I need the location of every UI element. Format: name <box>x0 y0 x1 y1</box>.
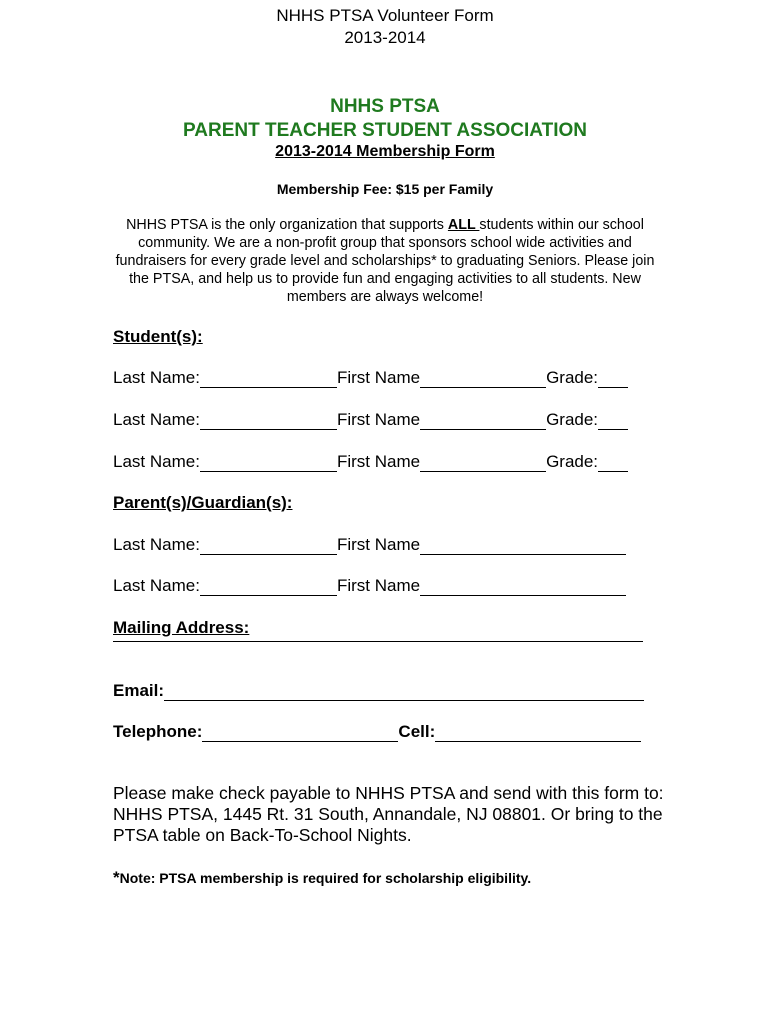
parents-label: Parent(s)/Guardian(s): <box>113 493 293 512</box>
last-name-label: Last Name: <box>113 368 200 387</box>
student-grade-field[interactable] <box>598 372 628 388</box>
org-full-name: PARENT TEACHER STUDENT ASSOCIATION <box>183 120 587 141</box>
scholarship-note <box>113 868 531 888</box>
mailing-address-label: Mailing Address: <box>113 618 250 637</box>
student-grade-field[interactable] <box>598 414 628 430</box>
student-grade-field[interactable] <box>598 456 628 472</box>
parent-row <box>113 535 626 555</box>
email-row <box>113 681 644 701</box>
intro-emphasis: ALL <box>447 217 480 233</box>
intro-text-before: NHHS PTSA is the only organization that supports <box>126 217 448 233</box>
first-name-label: First Name <box>336 535 421 554</box>
payment-instructions: Please make check payable to NHHS PTSA and send with this form to: NHHS PTSA, 1445 Rt. 31 South, Annandale, NJ 08801. Or bring to the PTSA table on Back-To-School Nights. <box>113 783 664 845</box>
intro-paragraph <box>110 216 660 306</box>
form-header-title: NHHS PTSA Volunteer Form <box>276 6 494 25</box>
parent-first-name-field[interactable] <box>420 580 626 596</box>
first-name-label: First Name <box>336 410 421 429</box>
membership-fee: Membership Fee: $15 per Family <box>276 181 494 197</box>
student-first-name-field[interactable] <box>420 372 546 388</box>
form-title: 2013-2014 Membership Form <box>275 143 495 160</box>
last-name-label: Last Name: <box>113 576 200 595</box>
last-name-label: Last Name: <box>113 410 200 429</box>
first-name-label: First Name <box>336 576 421 595</box>
cell-label: Cell: <box>398 722 436 741</box>
parent-last-name-field[interactable] <box>200 580 337 596</box>
last-name-label: Last Name: <box>113 452 200 471</box>
parent-row <box>113 576 626 596</box>
parent-last-name-field[interactable] <box>200 539 337 555</box>
form-header-year: 2013-2014 <box>344 28 426 47</box>
intro-text-after: students within our school community. We are a non-profit group that sponsors school wide activities and fundraisers for every grade level and scholarships* to graduating Seniors. Please join the PTSA, and help us to provide fun and engaging activities to all students. New members are always welcome! <box>115 217 655 305</box>
first-name-label: First Name <box>336 368 421 387</box>
grade-label: Grade: <box>546 452 599 471</box>
student-row <box>113 368 628 388</box>
grade-label: Grade: <box>546 410 599 429</box>
student-row <box>113 410 628 430</box>
telephone-label: Telephone: <box>113 722 203 741</box>
mailing-address-field[interactable] <box>113 641 643 642</box>
email-field[interactable] <box>164 685 644 701</box>
student-row <box>113 452 628 472</box>
students-label: Student(s): <box>113 327 203 346</box>
org-name: NHHS PTSA <box>330 96 440 117</box>
last-name-label: Last Name: <box>113 535 200 554</box>
student-first-name-field[interactable] <box>420 456 546 472</box>
grade-label: Grade: <box>546 368 599 387</box>
telephone-field[interactable] <box>202 726 398 742</box>
student-last-name-field[interactable] <box>200 456 337 472</box>
email-label: Email: <box>113 681 165 700</box>
note-asterisk: * <box>113 868 120 887</box>
cell-field[interactable] <box>435 726 641 742</box>
student-last-name-field[interactable] <box>200 414 337 430</box>
note-text: Note: PTSA membership is required for scholarship eligibility. <box>119 870 532 886</box>
student-last-name-field[interactable] <box>200 372 337 388</box>
student-first-name-field[interactable] <box>420 414 546 430</box>
phone-row <box>113 722 641 742</box>
parent-first-name-field[interactable] <box>420 539 626 555</box>
first-name-label: First Name <box>336 452 421 471</box>
